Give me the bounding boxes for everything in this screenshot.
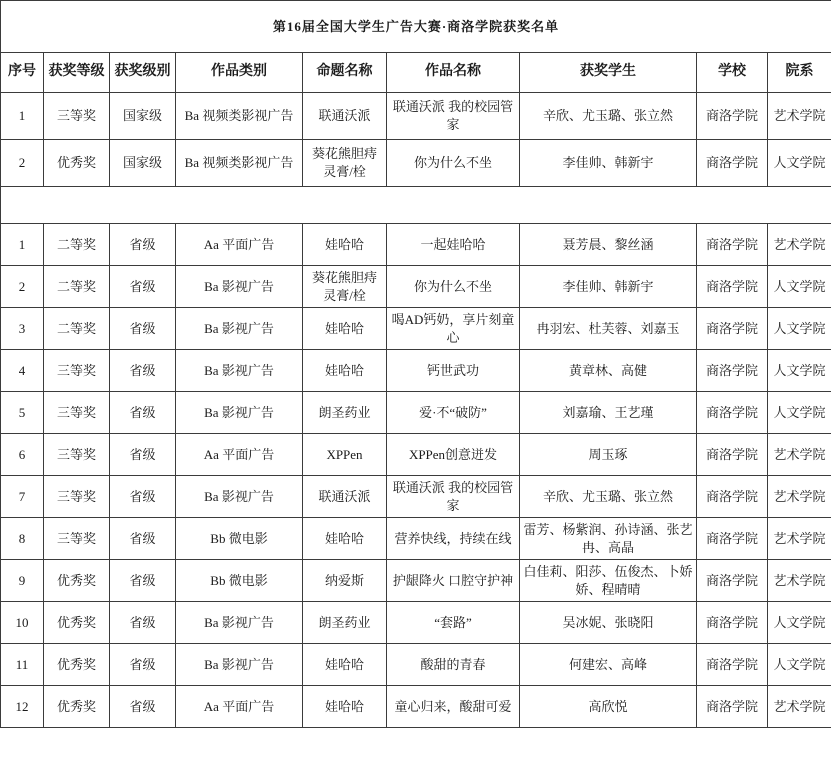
cell-award-class: 省级 (110, 392, 176, 434)
cell-students: 李佳帅、韩新宇 (520, 266, 697, 308)
cell-no: 1 (1, 93, 44, 140)
cell-students: 吴冰妮、张晓阳 (520, 602, 697, 644)
table-row (1, 266, 831, 308)
cell-department: 人文学院 (768, 266, 831, 308)
cell-award-level: 三等奖 (44, 392, 110, 434)
cell-work-name: 爱·不“破防” (387, 392, 520, 434)
cell-school: 商洛学院 (697, 266, 768, 308)
cell-students: 周玉琢 (520, 434, 697, 476)
cell-department: 人文学院 (768, 140, 831, 187)
cell-work-name: 你为什么不坐 (387, 266, 520, 308)
cell-students: 聂芳晨、黎丝涵 (520, 224, 697, 266)
cell-department: 艺术学院 (768, 476, 831, 518)
table-header-row (1, 53, 831, 93)
cell-students: 黄章林、高健 (520, 350, 697, 392)
cell-school: 商洛学院 (697, 560, 768, 602)
cell-school: 商洛学院 (697, 224, 768, 266)
table-row (1, 308, 831, 350)
cell-topic-name: 联通沃派 (303, 476, 387, 518)
cell-work-category: Ba 影视广告 (176, 476, 303, 518)
cell-award-class: 省级 (110, 602, 176, 644)
cell-topic-name: 联通沃派 (303, 93, 387, 140)
cell-department: 人文学院 (768, 308, 831, 350)
col-header-award-class: 获奖级别 (110, 53, 176, 93)
spacer-row (1, 187, 831, 224)
cell-department: 艺术学院 (768, 434, 831, 476)
cell-no: 4 (1, 350, 44, 392)
cell-award-level: 二等奖 (44, 266, 110, 308)
cell-award-class: 省级 (110, 686, 176, 728)
cell-work-name: 钙世武功 (387, 350, 520, 392)
cell-award-class: 省级 (110, 434, 176, 476)
cell-award-level: 三等奖 (44, 350, 110, 392)
cell-work-category: Ba 影视广告 (176, 644, 303, 686)
cell-work-category: Bb 微电影 (176, 518, 303, 560)
table-row (1, 224, 831, 266)
cell-department: 艺术学院 (768, 518, 831, 560)
table-row (1, 644, 831, 686)
cell-award-class: 省级 (110, 350, 176, 392)
cell-award-level: 三等奖 (44, 93, 110, 140)
cell-school: 商洛学院 (697, 350, 768, 392)
table-row (1, 476, 831, 518)
cell-school: 商洛学院 (697, 93, 768, 140)
cell-students: 辛欣、尤玉璐、张立然 (520, 93, 697, 140)
cell-no: 3 (1, 308, 44, 350)
cell-award-level: 三等奖 (44, 434, 110, 476)
cell-work-name: 酸甜的青春 (387, 644, 520, 686)
cell-no: 9 (1, 560, 44, 602)
cell-school: 商洛学院 (697, 602, 768, 644)
cell-no: 1 (1, 224, 44, 266)
cell-work-category: Ba 视频类影视广告 (176, 140, 303, 187)
cell-no: 7 (1, 476, 44, 518)
table-row (1, 434, 831, 476)
cell-work-name: 联通沃派 我的校园管家 (387, 93, 520, 140)
col-header-award-level: 获奖等级 (44, 53, 110, 93)
cell-award-level: 三等奖 (44, 476, 110, 518)
cell-students: 何建宏、高峰 (520, 644, 697, 686)
table-row (1, 140, 831, 187)
table-row (1, 518, 831, 560)
table-row (1, 686, 831, 728)
cell-school: 商洛学院 (697, 686, 768, 728)
cell-students: 雷芳、杨紫润、孙诗涵、张艺冉、高晶 (520, 518, 697, 560)
cell-award-level: 优秀奖 (44, 686, 110, 728)
cell-topic-name: 娃哈哈 (303, 224, 387, 266)
cell-school: 商洛学院 (697, 140, 768, 187)
cell-school: 商洛学院 (697, 644, 768, 686)
cell-students: 李佳帅、韩新宇 (520, 140, 697, 187)
cell-work-name: 你为什么不坐 (387, 140, 520, 187)
cell-work-category: Ba 影视广告 (176, 392, 303, 434)
provincial-awards-section (1, 224, 831, 728)
cell-department: 艺术学院 (768, 686, 831, 728)
cell-school: 商洛学院 (697, 518, 768, 560)
col-header-work-category: 作品类别 (176, 53, 303, 93)
cell-award-class: 省级 (110, 518, 176, 560)
cell-school: 商洛学院 (697, 476, 768, 518)
table-row (1, 350, 831, 392)
cell-work-category: Ba 影视广告 (176, 350, 303, 392)
cell-work-name: 营养快线，持续在线 (387, 518, 520, 560)
cell-no: 11 (1, 644, 44, 686)
table-row (1, 392, 831, 434)
cell-award-level: 优秀奖 (44, 644, 110, 686)
table-row (1, 93, 831, 140)
cell-work-category: Ba 视频类影视广告 (176, 93, 303, 140)
cell-work-name: “套路” (387, 602, 520, 644)
cell-award-class: 省级 (110, 644, 176, 686)
cell-students: 刘嘉瑜、王艺瑾 (520, 392, 697, 434)
col-header-no: 序号 (1, 53, 44, 93)
cell-work-category: Bb 微电影 (176, 560, 303, 602)
cell-no: 2 (1, 140, 44, 187)
section-spacer (1, 187, 831, 224)
cell-department: 人文学院 (768, 350, 831, 392)
cell-award-class: 国家级 (110, 93, 176, 140)
cell-award-class: 省级 (110, 476, 176, 518)
cell-award-class: 省级 (110, 224, 176, 266)
cell-award-class: 省级 (110, 308, 176, 350)
cell-work-category: Aa 平面广告 (176, 434, 303, 476)
cell-award-class: 省级 (110, 266, 176, 308)
cell-award-level: 优秀奖 (44, 140, 110, 187)
cell-topic-name: 娃哈哈 (303, 308, 387, 350)
cell-no: 6 (1, 434, 44, 476)
cell-department: 艺术学院 (768, 560, 831, 602)
title-row (1, 1, 831, 53)
cell-work-category: Aa 平面广告 (176, 686, 303, 728)
cell-students: 辛欣、尤玉璐、张立然 (520, 476, 697, 518)
cell-no: 8 (1, 518, 44, 560)
cell-topic-name: 娃哈哈 (303, 644, 387, 686)
cell-department: 人文学院 (768, 644, 831, 686)
cell-department: 人文学院 (768, 392, 831, 434)
cell-department: 人文学院 (768, 602, 831, 644)
cell-work-category: Aa 平面广告 (176, 224, 303, 266)
cell-award-level: 优秀奖 (44, 602, 110, 644)
cell-award-level: 二等奖 (44, 224, 110, 266)
cell-topic-name: 葵花熊胆痔灵膏/栓 (303, 266, 387, 308)
national-awards-section (1, 93, 831, 187)
cell-work-name: 童心归来，酸甜可爱 (387, 686, 520, 728)
cell-topic-name: 朗圣药业 (303, 392, 387, 434)
col-header-students: 获奖学生 (520, 53, 697, 93)
cell-work-name: 喝AD钙奶，享片刻童心 (387, 308, 520, 350)
cell-award-level: 三等奖 (44, 518, 110, 560)
cell-work-category: Ba 影视广告 (176, 266, 303, 308)
cell-no: 10 (1, 602, 44, 644)
cell-department: 艺术学院 (768, 93, 831, 140)
cell-school: 商洛学院 (697, 434, 768, 476)
cell-topic-name: 娃哈哈 (303, 350, 387, 392)
cell-award-level: 二等奖 (44, 308, 110, 350)
cell-work-category: Ba 影视广告 (176, 308, 303, 350)
spacer-cell (1, 187, 831, 224)
cell-topic-name: 娃哈哈 (303, 518, 387, 560)
cell-topic-name: 纳爱斯 (303, 560, 387, 602)
col-header-department: 院系 (768, 53, 831, 93)
page-title: 第16届全国大学生广告大赛·商洛学院获奖名单 (1, 1, 831, 53)
cell-work-name: 一起娃哈哈 (387, 224, 520, 266)
cell-work-name: 护龈降火 口腔守护神 (387, 560, 520, 602)
cell-topic-name: 娃哈哈 (303, 686, 387, 728)
cell-award-level: 优秀奖 (44, 560, 110, 602)
col-header-work-name: 作品名称 (387, 53, 520, 93)
cell-topic-name: 朗圣药业 (303, 602, 387, 644)
col-header-topic-name: 命题名称 (303, 53, 387, 93)
cell-school: 商洛学院 (697, 392, 768, 434)
cell-department: 艺术学院 (768, 224, 831, 266)
cell-topic-name: XPPen (303, 434, 387, 476)
cell-no: 12 (1, 686, 44, 728)
cell-work-name: XPPen创意迸发 (387, 434, 520, 476)
cell-work-name: 联通沃派 我的校园管家 (387, 476, 520, 518)
cell-students: 白佳莉、阳莎、伍俊杰、卜娇娇、程晴晴 (520, 560, 697, 602)
cell-topic-name: 葵花熊胆痔灵膏/栓 (303, 140, 387, 187)
table-row (1, 560, 831, 602)
cell-work-category: Ba 影视广告 (176, 602, 303, 644)
cell-no: 2 (1, 266, 44, 308)
cell-award-class: 国家级 (110, 140, 176, 187)
table-row (1, 602, 831, 644)
cell-students: 冉羽宏、杜芙蓉、刘嘉玉 (520, 308, 697, 350)
cell-school: 商洛学院 (697, 308, 768, 350)
col-header-school: 学校 (697, 53, 768, 93)
cell-no: 5 (1, 392, 44, 434)
cell-students: 高欣悦 (520, 686, 697, 728)
cell-award-class: 省级 (110, 560, 176, 602)
